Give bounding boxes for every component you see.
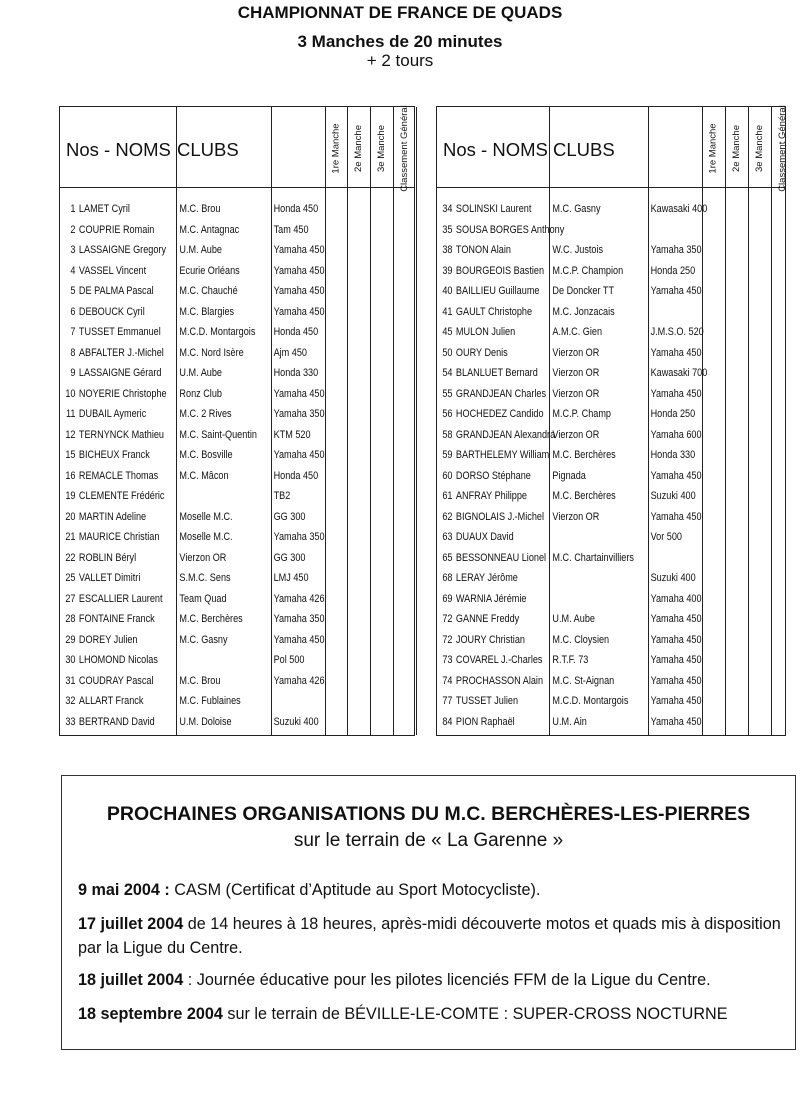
rider-club: M.C. Jonzacais — [552, 305, 615, 318]
rider-club: U.M. Ain — [552, 715, 587, 728]
rider-bike: Tam 450 — [273, 223, 309, 236]
rider-bike: Yamaha 450 — [273, 264, 325, 277]
rider-number: 27 — [65, 592, 76, 605]
rider-club: M.C. Saint-Quentin — [179, 428, 257, 441]
rider-name: WARNIA Jérémie — [455, 592, 527, 605]
rider-club: M.C.P. Champion — [552, 264, 624, 277]
page-subtitle-extra: + 2 tours — [366, 51, 434, 70]
rider-club: Ronz Club — [179, 387, 222, 400]
rider-bike: Yamaha 450 — [650, 613, 702, 625]
event-date: 9 mai 2004 : — [78, 881, 170, 899]
rider-number: 22 — [65, 551, 76, 564]
header-manche-3 — [371, 113, 391, 183]
rider-bike: KTM 520 — [273, 428, 311, 441]
rider-bike: Honda 450 — [273, 326, 319, 338]
rider-club: Vierzon OR — [552, 346, 600, 359]
rider-club: M.C. Blargies — [179, 305, 235, 318]
table-row — [437, 548, 736, 568]
rider-number: 45 — [442, 326, 453, 338]
table-row — [437, 425, 736, 445]
rider-name: COUPRIE Romain — [78, 223, 155, 236]
rider-club: R.T.F. 73 — [552, 654, 589, 666]
rider-bike: Yamaha 426 — [273, 592, 325, 605]
table-row — [60, 363, 364, 383]
rider-bike: Ajm 450 — [273, 346, 308, 359]
rider-number: 32 — [65, 695, 76, 707]
table-row — [60, 691, 364, 711]
table-row — [60, 220, 364, 240]
header-manche-2-text: 2e Manche — [730, 124, 742, 172]
rider-club: M.C. Antagnac — [179, 223, 240, 236]
rider-bike: Kawasaki 400 — [650, 203, 708, 215]
event-item — [78, 1002, 781, 1026]
rider-name: ALLART Franck — [78, 695, 144, 707]
table-row — [437, 609, 736, 629]
rider-number: 19 — [65, 490, 76, 502]
table-row — [60, 425, 364, 445]
header-manche-1 — [703, 113, 723, 183]
rider-bike: Yamaha 450 — [650, 387, 702, 400]
rider-number: 2 — [70, 223, 76, 236]
rider-number: 38 — [442, 244, 453, 256]
table-row — [437, 712, 736, 732]
table-row — [60, 199, 364, 219]
rider-club: M.C. Berchères — [552, 490, 616, 502]
header-nos-noms: Nos - NOMS — [443, 139, 548, 160]
rider-club: Vierzon OR — [552, 428, 600, 441]
header-manche-2 — [726, 113, 746, 183]
rider-number: 65 — [442, 551, 453, 564]
rider-name: ROBLIN Béryl — [78, 551, 137, 564]
rider-number: 60 — [442, 469, 453, 482]
rider-name: VALLET Dimitri — [78, 572, 141, 584]
rider-number: 3 — [70, 244, 76, 256]
rider-name: ABFALTER J.-Michel — [78, 346, 164, 359]
rider-name: GRANDJEAN Charles — [455, 387, 547, 400]
rider-club: Ecurie Orléans — [179, 264, 240, 277]
table-row — [60, 486, 364, 506]
rider-club: U.M. Aube — [179, 244, 222, 256]
rider-number: 77 — [442, 695, 453, 707]
rider-number: 30 — [65, 654, 76, 666]
header-manche-1-text: 1re Manche — [707, 122, 719, 174]
table-row — [60, 671, 364, 691]
table-row — [437, 384, 736, 404]
rider-club: M.C. 2 Rives — [179, 408, 232, 420]
rider-number: 21 — [65, 531, 76, 543]
rider-name: LASSAIGNE Gérard — [78, 367, 162, 379]
table-row — [437, 322, 736, 342]
rider-bike: Yamaha 450 — [650, 510, 702, 523]
table-row — [60, 466, 364, 486]
table-row — [60, 548, 364, 568]
rider-bike: Honda 450 — [273, 469, 319, 482]
table-row — [60, 630, 364, 650]
header-manche-3-text: 3e Manche — [375, 124, 387, 172]
rider-club: M.C.P. Champ — [552, 408, 612, 420]
rider-club: M.C. Chauché — [179, 285, 238, 297]
event-date: 17 juillet 2004 — [78, 915, 184, 933]
rider-name: BIGNOLAIS J.-Michel — [455, 510, 545, 523]
column-divider — [771, 107, 772, 735]
rider-club: M.C. Chartainvilliers — [552, 551, 634, 564]
rider-number: 63 — [442, 531, 453, 543]
rider-name: COVAREL J.-Charles — [455, 654, 543, 666]
header-manche-2-text: 2e Manche — [352, 124, 364, 172]
rider-name: DUAUX David — [455, 531, 514, 543]
rider-number: 31 — [65, 674, 76, 687]
rider-number: 74 — [442, 674, 453, 687]
table-row — [437, 466, 736, 486]
header-classement-general — [394, 104, 414, 192]
rider-number: 40 — [442, 285, 453, 297]
rider-bike: Yamaha 450 — [650, 469, 702, 482]
rider-name: LERAY Jérôme — [455, 572, 518, 584]
rider-name: DEBOUCK Cyril — [78, 305, 145, 318]
rider-bike: TB2 — [273, 490, 291, 502]
rider-bike: Pol 500 — [273, 654, 305, 666]
rider-name: PION Raphaël — [455, 715, 515, 728]
rider-bike: Vor 500 — [650, 531, 682, 543]
table-row — [60, 384, 364, 404]
table-row — [437, 671, 736, 691]
event-text: CASM (Certificat d’Aptitude au Sport Motocycliste). — [169, 881, 541, 899]
rider-name: TERNYNCK Mathieu — [78, 428, 164, 441]
rider-number: 20 — [65, 510, 76, 523]
event-item — [78, 912, 781, 960]
table-row — [60, 712, 364, 732]
rider-number: 11 — [66, 408, 76, 420]
table-row — [437, 199, 736, 219]
rider-bike: Yamaha 450 — [650, 674, 702, 687]
header-manche-1-text: 1re Manche — [330, 122, 342, 174]
results-table-left — [59, 106, 415, 736]
rider-bike: Yamaha 450 — [650, 285, 702, 297]
rider-bike: Yamaha 450 — [273, 244, 325, 256]
rider-club: Vierzon OR — [179, 551, 227, 564]
rider-name: PROCHASSON Alain — [455, 674, 544, 687]
table-row — [437, 220, 736, 240]
rider-name: GRANDJEAN Alexandra — [455, 428, 556, 441]
rider-number: 8 — [70, 346, 76, 359]
rider-name: DORSO Stéphane — [455, 469, 531, 482]
rider-name: DUBAIL Aymeric — [78, 408, 147, 420]
table-row — [437, 363, 736, 383]
rider-club: Vierzon OR — [552, 367, 600, 379]
event-date: 18 juillet 2004 — [78, 971, 184, 989]
rider-number: 55 — [442, 387, 453, 400]
rider-number: 10 — [65, 387, 76, 400]
rider-club: Moselle M.C. — [179, 531, 233, 543]
table-row — [437, 486, 736, 506]
rider-number: 16 — [65, 469, 76, 482]
rider-club: Team Quad — [179, 592, 227, 605]
rider-bike: Yamaha 450 — [273, 285, 325, 297]
table-row — [437, 691, 736, 711]
rider-club: S.M.C. Sens — [179, 572, 231, 584]
event-text: sur le terrain de BÉVILLE-LE-COMTE : SUPER-CROSS NOCTURNE — [222, 1005, 728, 1023]
rider-name: ANFRAY Philippe — [455, 490, 527, 502]
rider-club: Vierzon OR — [552, 510, 600, 523]
results-table-right — [436, 106, 786, 736]
table-row — [60, 609, 364, 629]
rider-club: M.C. Brou — [179, 203, 221, 215]
rider-club: M.C. Gasny — [552, 203, 601, 215]
rider-name: MAURICE Christian — [78, 531, 160, 543]
rider-bike: Yamaha 400 — [650, 592, 702, 605]
table-row — [437, 445, 736, 465]
rider-bike: Yamaha 450 — [650, 633, 702, 646]
rider-club: U.M. Aube — [179, 367, 222, 379]
rider-number: 41 — [442, 305, 453, 318]
table-row — [437, 630, 736, 650]
header-manche-2 — [348, 113, 368, 183]
rider-name: BOURGEOIS Bastien — [455, 264, 545, 277]
rider-bike: LMJ 450 — [273, 572, 309, 584]
rider-name: LHOMOND Nicolas — [78, 654, 158, 666]
rider-number: 54 — [442, 367, 453, 379]
rider-name: MULON Julien — [455, 326, 516, 338]
rider-bike: Kawasaki 700 — [650, 367, 708, 379]
rider-name: LASSAIGNE Gregory — [78, 244, 167, 256]
rider-club: M.C.D. Montargois — [179, 326, 256, 338]
rider-number: 33 — [65, 715, 76, 728]
rider-club: M.C. Gasny — [179, 633, 228, 646]
rider-name: FONTAINE Franck — [78, 613, 155, 625]
column-divider — [393, 107, 394, 735]
rider-name: SOUSA BORGES Anthony — [455, 223, 565, 236]
rider-number: 69 — [442, 592, 453, 605]
rider-number: 7 — [70, 326, 76, 338]
rider-number: 29 — [65, 633, 76, 646]
table-row — [437, 568, 736, 588]
table-row — [437, 589, 736, 609]
page-title: CHAMPIONNAT DE FRANCE DE QUADS — [237, 3, 563, 22]
table-row — [60, 568, 364, 588]
rider-name: BESSONNEAU Lionel — [455, 551, 547, 564]
column-divider — [370, 107, 371, 735]
rider-name: VASSEL Vincent — [78, 264, 147, 277]
rider-bike: Yamaha 450 — [650, 654, 702, 666]
rider-bike: GG 300 — [273, 551, 306, 564]
rider-bike: Suzuki 400 — [273, 715, 319, 728]
table-row — [60, 261, 364, 281]
rider-name: MARTIN Adeline — [78, 510, 147, 523]
header-manche-3-text: 3e Manche — [753, 124, 765, 172]
rider-name: SOLINSKI Laurent — [455, 203, 532, 215]
rider-number: 9 — [70, 367, 76, 379]
table-row — [60, 281, 364, 301]
rider-number: 6 — [70, 305, 76, 318]
rider-name: BAILLIEU Guillaume — [455, 285, 540, 297]
rider-club: M.C. Fublaines — [179, 695, 241, 707]
rider-number: 72 — [442, 613, 453, 625]
rider-bike: J.M.S.O. 520 — [650, 326, 704, 338]
table-row — [437, 343, 736, 363]
table-row — [60, 527, 364, 547]
rider-bike: Yamaha 350 — [273, 613, 325, 625]
table-row — [437, 650, 736, 670]
rider-number: 61 — [442, 490, 453, 502]
rider-number: 72 — [442, 633, 453, 646]
header-classement-general-text: Classement Général — [776, 104, 788, 192]
rider-number: 12 — [65, 428, 76, 441]
rider-club: U.M. Doloise — [179, 715, 232, 728]
rider-bike: Yamaha 450 — [650, 715, 702, 728]
rider-club: W.C. Justois — [552, 244, 604, 256]
column-divider — [416, 107, 417, 735]
rider-number: 50 — [442, 346, 453, 359]
rider-club: M.C. Brou — [179, 674, 221, 687]
table-row — [437, 261, 736, 281]
rider-name: REMACLE Thomas — [78, 469, 159, 482]
table-row — [437, 507, 736, 527]
rider-bike: Yamaha 350 — [273, 408, 325, 420]
rider-number: 25 — [65, 572, 76, 584]
upcoming-events-box — [61, 775, 796, 1050]
table-row — [437, 527, 736, 547]
rider-bike: Yamaha 350 — [273, 531, 325, 543]
rider-number: 5 — [70, 285, 76, 297]
rider-bike: Yamaha 450 — [273, 305, 325, 318]
rider-bike: Yamaha 450 — [650, 346, 702, 359]
rider-name: TONON Alain — [455, 244, 511, 256]
rider-club: Pignada — [552, 469, 586, 482]
rider-number: 4 — [70, 264, 76, 277]
events-title: PROCHAINES ORGANISATIONS DU M.C. BERCHÈRES-LES-PIERRES — [106, 803, 751, 825]
rider-club: A.M.C. Gien — [552, 326, 603, 338]
rider-bike: Yamaha 450 — [273, 387, 325, 400]
rider-name: LAMET Cyril — [78, 203, 130, 215]
rider-club: De Doncker TT — [552, 285, 615, 297]
event-date: 18 septembre 2004 — [78, 1005, 223, 1023]
rider-bike: Yamaha 450 — [273, 633, 325, 646]
rider-club: M.C. Cloysien — [552, 633, 610, 646]
rider-name: BICHEUX Franck — [78, 449, 150, 461]
event-item — [78, 968, 781, 992]
header-clubs: CLUBS — [177, 139, 239, 160]
rider-bike: GG 300 — [273, 510, 306, 523]
rider-name: BERTRAND David — [78, 715, 155, 728]
table-row — [60, 302, 364, 322]
rider-name: DE PALMA Pascal — [78, 285, 154, 297]
rider-number: 34 — [442, 203, 453, 215]
rider-number: 58 — [442, 428, 453, 441]
rider-club: M.C. Nord Isère — [179, 346, 244, 359]
header-classement-general — [772, 104, 792, 192]
rider-bike: Yamaha 350 — [650, 244, 702, 256]
event-text: de 14 heures à 18 heures, après-midi découverte motos et quads mis à disposition par la Ligue du Centre. — [78, 915, 781, 957]
rider-name: GANNE Freddy — [455, 613, 520, 625]
table-row — [60, 322, 364, 342]
rider-club: M.C.D. Montargois — [552, 695, 629, 707]
rider-bike: Yamaha 600 — [650, 428, 702, 441]
header-manche-1 — [326, 113, 346, 183]
table-row — [60, 445, 364, 465]
table-row — [60, 507, 364, 527]
header-classement-general-text: Classement Général — [398, 104, 410, 192]
rider-number: 62 — [442, 510, 453, 523]
rider-name: TUSSET Julien — [455, 695, 519, 707]
rider-club: Moselle M.C. — [179, 510, 233, 523]
rider-number: 59 — [442, 449, 453, 461]
table-row — [437, 281, 736, 301]
table-row — [437, 404, 736, 424]
rider-number: 39 — [442, 264, 453, 277]
rider-club: M.C. St-Aignan — [552, 674, 615, 687]
rider-name: BLANLUET Bernard — [455, 367, 538, 379]
rider-club: U.M. Aube — [552, 613, 595, 625]
table-row — [60, 589, 364, 609]
table-row — [60, 404, 364, 424]
rider-bike: Yamaha 426 — [273, 674, 325, 687]
rider-number: 35 — [442, 223, 453, 236]
event-item — [78, 878, 781, 902]
rider-name: COUDRAY Pascal — [78, 674, 154, 687]
rider-name: DOREY Julien — [78, 633, 138, 646]
rider-name: NOYERIE Christophe — [78, 387, 167, 400]
rider-club: M.C. Berchères — [179, 613, 243, 625]
rider-name: ESCALLIER Laurent — [78, 592, 163, 605]
rider-number: 68 — [442, 572, 453, 584]
header-manche-3 — [749, 113, 769, 183]
events-subtitle: sur le terrain de « La Garenne » — [293, 830, 564, 851]
header-nos-noms: Nos - NOMS — [66, 139, 171, 160]
rider-bike: Suzuki 400 — [650, 572, 696, 584]
rider-name: HOCHEDEZ Candido — [455, 408, 544, 420]
table-row — [437, 240, 736, 260]
rider-name: GAULT Christophe — [455, 305, 533, 318]
rider-bike: Honda 250 — [650, 408, 696, 420]
rider-name: CLEMENTE Frédéric — [78, 490, 165, 502]
table-row — [60, 650, 364, 670]
rider-number: 15 — [65, 449, 76, 461]
rider-club: M.C. Mâcon — [179, 469, 229, 482]
rider-bike: Yamaha 450 — [650, 695, 702, 707]
event-text: : Journée éducative pour les pilotes licenciés FFM de la Ligue du Centre. — [183, 971, 711, 989]
table-row — [437, 302, 736, 322]
rider-club: M.C. Berchères — [552, 449, 616, 461]
rider-name: BARTHELEMY William — [455, 449, 550, 461]
rider-bike: Honda 330 — [273, 367, 319, 379]
rider-number: 1 — [70, 203, 76, 215]
rider-club: M.C. Bosville — [179, 449, 233, 461]
table-row — [60, 343, 364, 363]
rider-number: 84 — [442, 715, 453, 728]
rider-name: JOURY Christian — [455, 633, 525, 646]
column-divider — [748, 107, 749, 735]
rider-number: 56 — [442, 408, 453, 420]
rider-number: 73 — [442, 654, 453, 666]
rider-bike: Suzuki 400 — [650, 490, 696, 502]
rider-bike: Honda 250 — [650, 264, 696, 277]
rider-name: OURY Denis — [455, 346, 508, 359]
rider-name: TUSSET Emmanuel — [78, 326, 161, 338]
page-subtitle: 3 Manches de 20 minutes — [297, 32, 503, 51]
rider-bike: Honda 450 — [273, 203, 319, 215]
rider-bike: Honda 330 — [650, 449, 696, 461]
rider-number: 28 — [65, 613, 76, 625]
rider-bike: Yamaha 450 — [273, 449, 325, 461]
header-clubs: CLUBS — [553, 139, 615, 160]
rider-club: Vierzon OR — [552, 387, 600, 400]
table-row — [60, 240, 364, 260]
